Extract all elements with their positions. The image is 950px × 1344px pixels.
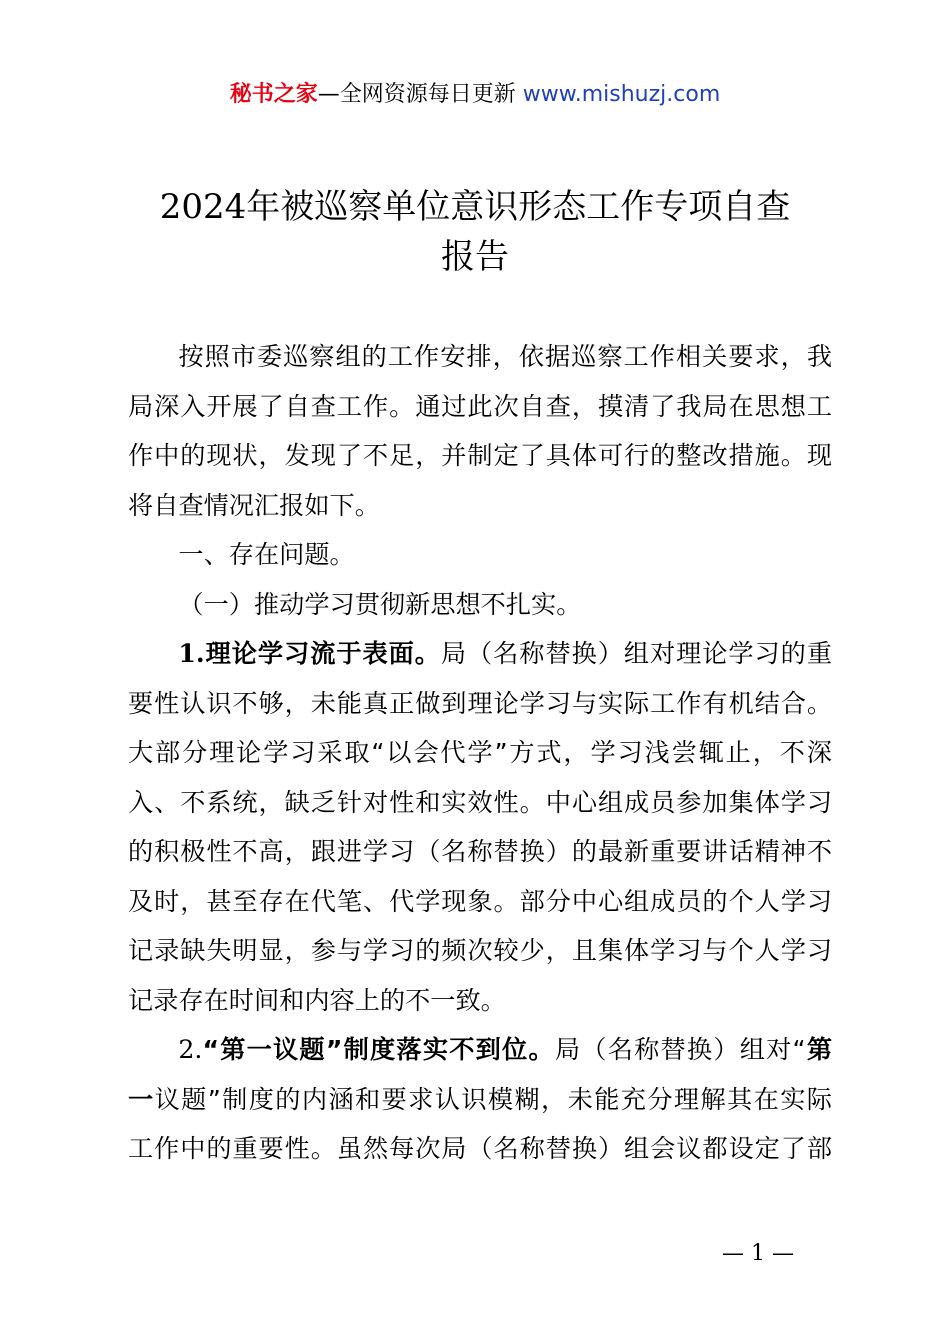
intro-paragraph (128, 332, 832, 530)
document-body (128, 332, 832, 1174)
item-2-bold-head: 一 (128, 1084, 155, 1114)
item-2-first-line-rest: 局（名称替换）组对“ (554, 1035, 806, 1064)
item-1-line: 大部分理论学习采取“以会代学”方式，学习浅尝辄止，不深 (128, 738, 832, 767)
intro-line: 将自查情况汇报如下。 (128, 490, 380, 520)
banner-url[interactable]: www.mishuzj.com (522, 82, 721, 107)
banner-brand: 秘书之家 (229, 82, 318, 107)
section-heading: 一、存在问题。 (178, 540, 355, 569)
item-2-second-line-rest: 议题”制度的内涵和要求认识模糊，未能充分理解其在实际 (154, 1084, 832, 1114)
item-1-line: 入、不系统，缺乏针对性和实效性。中心组成员参加集体学习 (128, 787, 832, 817)
item-1-line: 及时，甚至存在代笔、代学现象。部分中心组成员的个人学习 (128, 886, 832, 916)
item-1-first-line (128, 629, 832, 679)
item-1-paragraph (128, 629, 832, 1025)
intro-line: 局深入开展了自查工作。通过此次自查，摸清了我局在思想工 (128, 391, 832, 421)
title-line-2: 报告 (441, 237, 509, 277)
item-1-title: 理论学习流于表面。 (204, 639, 441, 668)
item-1-line: 记录存在时间和内容上的不一致。 (128, 985, 506, 1015)
title-line-1: 2024年被巡察单位意识形态工作专项自查 (159, 187, 791, 227)
item-2-title: “第一议题”制度落实不到位。 (202, 1035, 555, 1064)
site-banner (0, 78, 950, 112)
item-1-line: 要性认识不够，未能真正做到理论学习与实际工作有机结合。 (128, 688, 832, 718)
subsection-heading: （一）推动学习贯彻新思想不扎实。 (178, 589, 582, 619)
item-1-number: 1. (178, 638, 205, 668)
item-1-line: 记录缺失明显，参与学习的频次较少，且集体学习与个人学习 (128, 936, 832, 965)
document-title (60, 182, 890, 282)
item-2-bold-tail: 第 (805, 1035, 833, 1064)
intro-line: 作中的现状，发现了不足，并制定了具体可行的整改措施。现 (128, 441, 832, 470)
item-1-first-line-rest: 局（名称替换）组对理论学习的重 (440, 639, 833, 668)
item-2-second-line (128, 1075, 832, 1125)
item-2-line: 工作中的重要性。虽然每次局（名称替换）组会议都设定了部 (128, 1134, 832, 1163)
page-number: — 1 — (722, 1241, 794, 1266)
item-2-paragraph (128, 1025, 832, 1174)
item-1-line: 的积极性不高，跟进学习（名称替换）的最新重要讲话精神不 (128, 837, 832, 866)
item-2-first-line (128, 1025, 832, 1075)
intro-line: 按照市委巡察组的工作安排，依据巡察工作相关要求，我 (178, 342, 832, 371)
banner-tagline: —全网资源每日更新 (317, 82, 523, 107)
item-2-number: 2. (178, 1035, 203, 1064)
